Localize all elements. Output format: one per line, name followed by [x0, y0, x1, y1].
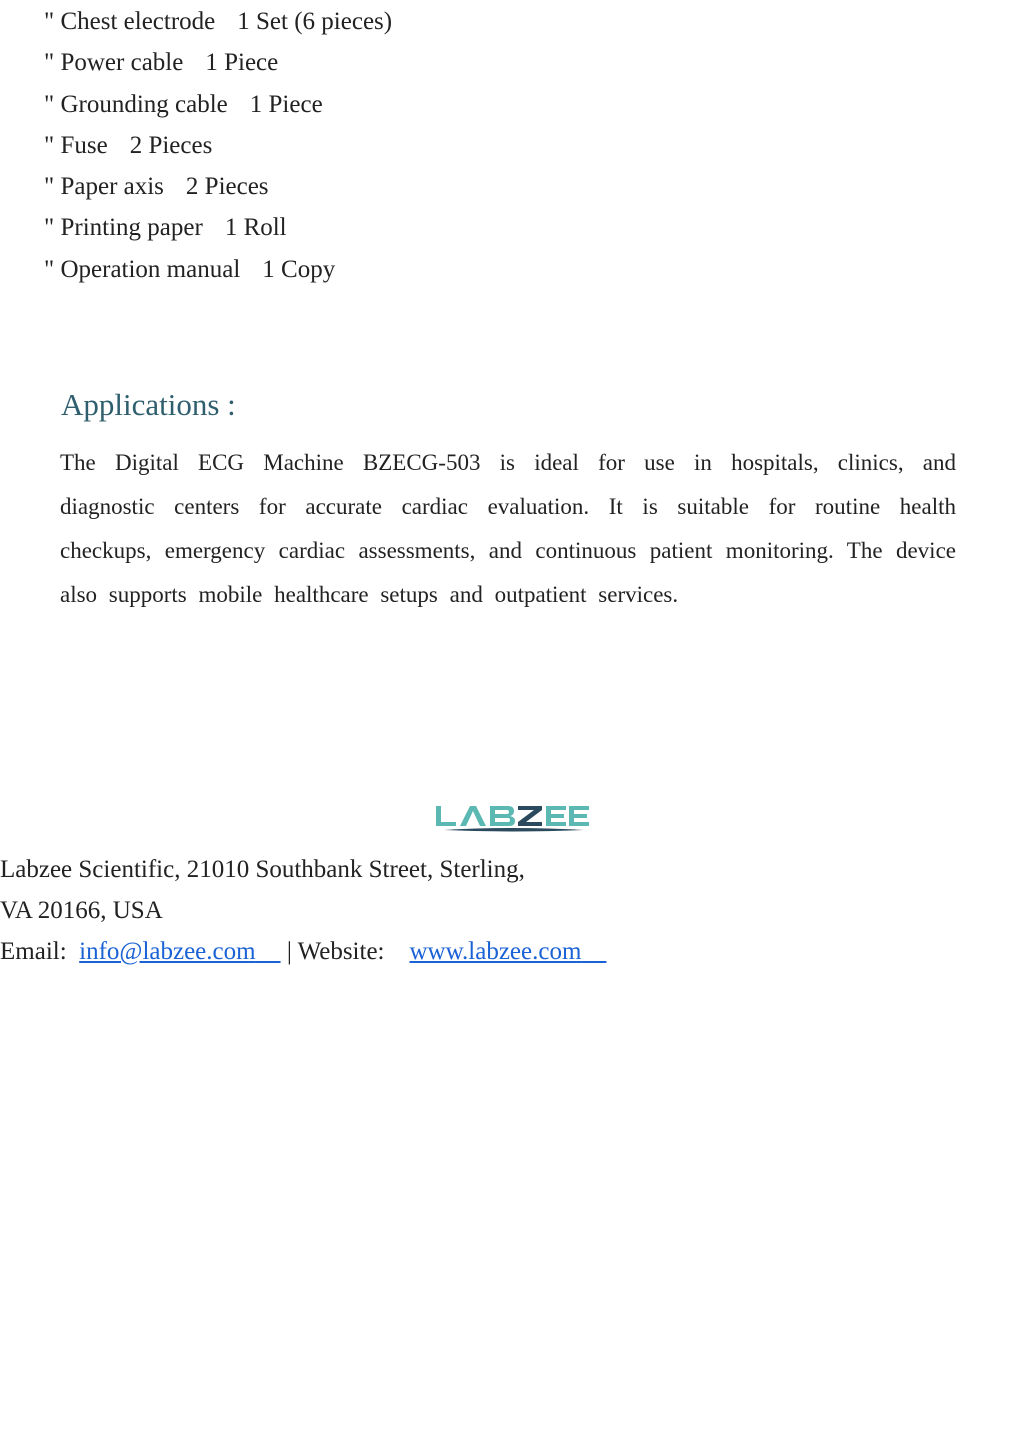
- address-line-1: Labzee Scientific, 21010 Southbank Street, Sterling,: [0, 856, 525, 883]
- accessories-list: [44, 3, 392, 292]
- website-link[interactable]: www.labzee.com: [409, 938, 582, 965]
- item-quantity: 1 Piece: [205, 49, 279, 77]
- item-name: Power cable: [60, 49, 184, 77]
- list-item: [44, 44, 392, 85]
- item-quantity: 2 Pieces: [129, 131, 213, 159]
- address-line-2: VA 20166, USA: [0, 897, 163, 924]
- labzee-logo: [434, 800, 590, 834]
- item-quantity: 1 Roll: [224, 214, 287, 242]
- item-quantity: 1 Copy: [262, 255, 336, 283]
- bullet: ": [44, 90, 55, 118]
- item-name: Chest electrode: [60, 8, 216, 35]
- item-name: Grounding cable: [60, 90, 228, 118]
- email-link[interactable]: info@labzee.com: [79, 938, 256, 965]
- bullet: ": [44, 255, 55, 283]
- item-name: Paper axis: [60, 173, 164, 201]
- list-item: [44, 3, 392, 44]
- list-item: [44, 127, 392, 168]
- applications-heading: Applications :: [61, 387, 236, 422]
- list-item: [44, 251, 392, 292]
- list-item: [44, 209, 392, 250]
- item-quantity: 2 Pieces: [185, 173, 269, 201]
- email-label: Email:: [0, 938, 67, 965]
- item-name: Printing paper: [60, 214, 203, 242]
- bullet: ": [44, 49, 55, 77]
- company-footer: [0, 800, 1024, 834]
- item-name: Operation manual: [60, 255, 241, 283]
- applications-paragraph: The Digital ECG Machine BZECG-503 is ideal for use in hospitals, clinics, and diagnostic centers for accurate cardiac evaluation. It is suitable for routine health checkups, emergency cardiac assessments, and continuous patient monitoring. The device also supports mobile healthcare setups and outpatient services.: [60, 450, 956, 607]
- list-item: [44, 86, 392, 127]
- item-quantity: 1 Set (6 pieces): [237, 8, 393, 35]
- contact-line: [0, 937, 1024, 967]
- item-quantity: 1 Piece: [249, 90, 323, 118]
- website-label: | Website:: [286, 938, 385, 965]
- item-name: Fuse: [60, 131, 108, 159]
- list-item: [44, 168, 392, 209]
- bullet: ": [44, 8, 55, 35]
- bullet: ": [44, 173, 55, 201]
- bullet: ": [44, 214, 55, 242]
- bullet: ": [44, 131, 55, 159]
